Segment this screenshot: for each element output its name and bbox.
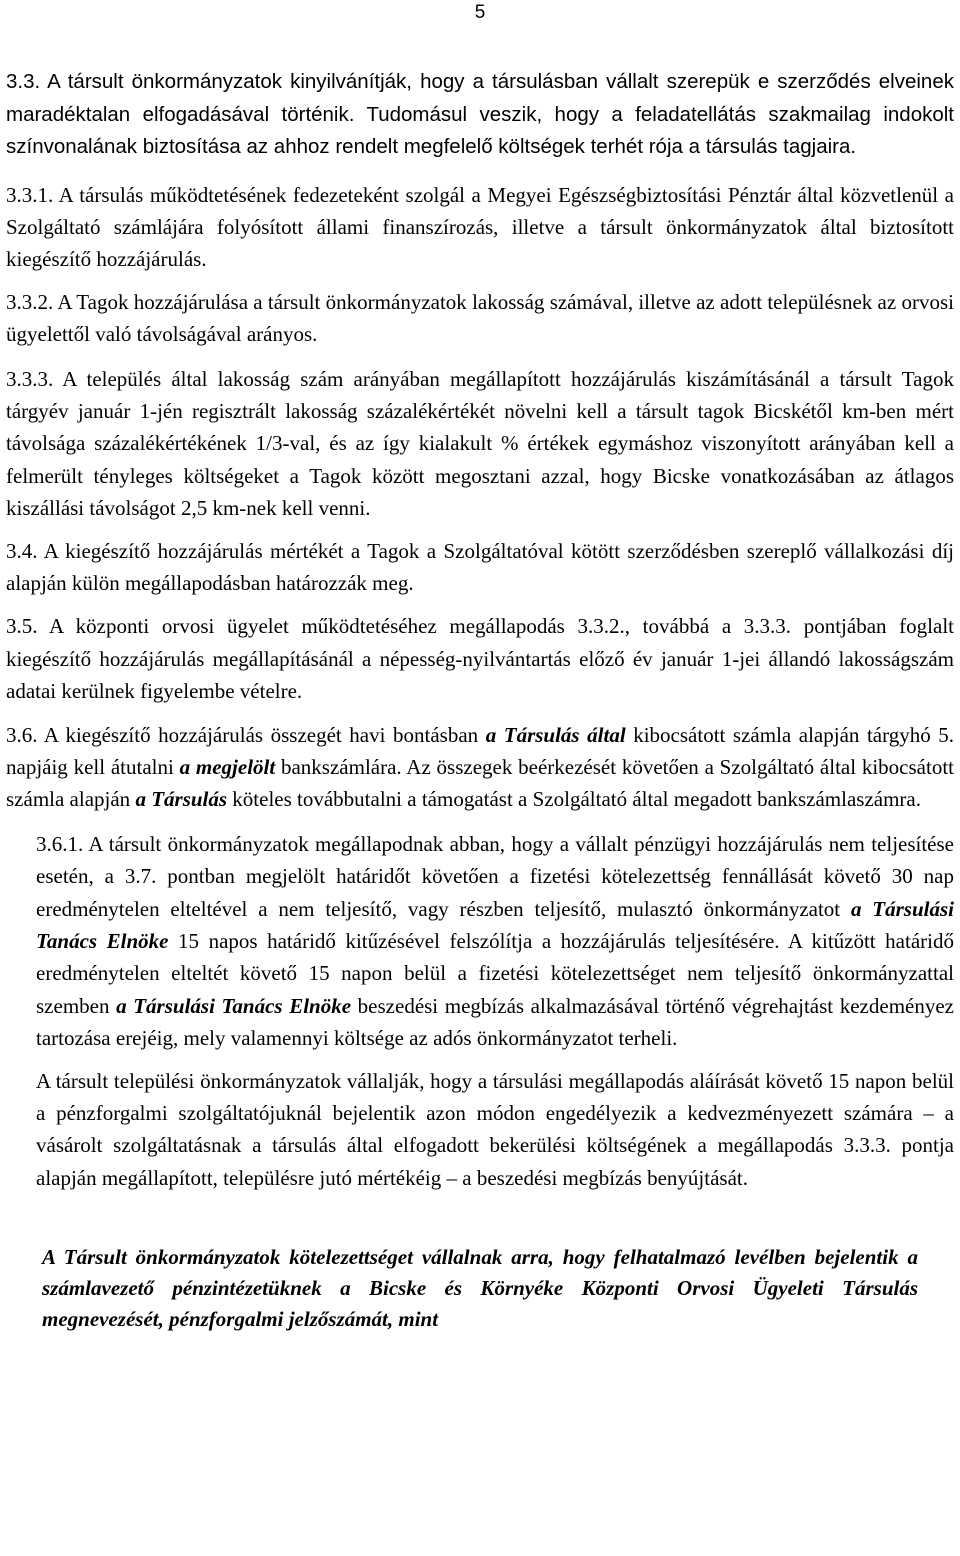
paragraph-3-6-1 bbox=[6, 828, 954, 1055]
text-run: 3.6.1. A társult önkormányzatok megállapodnak abban, hogy a vállalt pénzügyi hozzájárulás nem teljesítése esetén, a 3.7. pontban megjelölt határidőt követően a fizetési kötelezettség fennállását követő 30 nap eredménytelen elteltével a nem teljesítő, vagy részben teljesítő, mulasztó önkormányzatot bbox=[36, 831, 954, 921]
document-body bbox=[6, 66, 954, 1335]
paragraph-3-3-2: 3.3.2. A Tagok hozzájárulása a társult önkormányzatok lakosság számával, illetve az adott településnek az orvosi ügyelettől való távolságával arányos. bbox=[6, 289, 954, 347]
paragraph-3-3-1: 3.3.1. A társulás működtetésének fedezeteként szolgál a Megyei Egészségbiztosítási Pénztár által közvetlenül a Szolgáltató számlájára folyósított állami finanszírozás, illetve a társult önkormányzatok által biztosított kiegészítő hozzájárulás. bbox=[6, 182, 954, 272]
emphasis-run: a megjelölt bbox=[179, 755, 276, 779]
closing-paragraph: A Társult önkormányzatok kötelezettséget vállalnak arra, hogy felhatalmazó levélben bejelentik a számlavezető pénzintézetüknek a Bicske és Környéke Központi Orvosi Ügyeleti Társulás megnevezését, pénzforgalmi jelzőszámát, mint bbox=[42, 1245, 918, 1332]
text-run: beszedési megbízás alkalmazásával történő végrehajtást kezdeményez tartozása erejéig, mely valamennyi költsége az adós önkormányzatot terheli. bbox=[36, 993, 954, 1051]
paragraph-3-6 bbox=[6, 719, 954, 816]
text-run: kibocsátott számla alapján tárgyhó 5. napjáig kell átutalni bbox=[6, 722, 955, 779]
emphasis-run: a Társulási Tanács Elnöke bbox=[36, 896, 954, 954]
emphasis-run: a Társulás bbox=[135, 787, 228, 812]
page-number: 5 bbox=[474, 2, 486, 23]
paragraph-3-4: 3.4. A kiegészítő hozzájárulás mértékét a Tagok a Szolgáltatóval kötött szerződésben szereplő vállalkozási díj alapján külön megállapodásban határozzák meg. bbox=[6, 538, 954, 595]
paragraph-3-3-3: 3.3.3. A település által lakosság szám arányában megállapított hozzájárulás kiszámításánál a társult Tagok tárgyév január 1-jén regisztrált lakosság százalékértékét növelni kell a társult tagok Bicskétől km-ben mért távolsága százalékértékének 1/3-val, és az így kialakult % értékek egymáshoz viszonyított arányában kell a felmerült tényleges költségeket a Tagok között megosztani azzal, hogy Bicske vonatkozásában az átlagos kiszállási távolságot 2,5 km-nek kell venni. bbox=[6, 366, 954, 521]
paragraph-authorization: A társult települési önkormányzatok vállalják, hogy a társulási megállapodás aláírását követő 15 napon belül a pénzforgalmi szolgáltatójuknál bejelentik azon módon engedélyezik a kedvezményezett számára – a vásárolt szolgáltatásnak a társulás által elfogadott bekerülési költségének a megállapodás 3.3.3. pontja alapján megállapított, településre jutó mértékéig – a beszedési megbízás benyújtását. bbox=[36, 1068, 954, 1190]
emphasis-run: a Társulási Tanács Elnöke bbox=[116, 993, 352, 1018]
text-run: 3.6. A kiegészítő hozzájárulás összegét havi bontásban bbox=[6, 722, 486, 747]
text-run: bankszámlára. Az összegek beérkezését követően a Szolgáltató által kibocsátott számla alapján bbox=[6, 755, 954, 812]
emphasis-run: a Társulás által bbox=[485, 722, 626, 747]
paragraph-3-5: 3.5. A központi orvosi ügyelet működtetéséhez megállapodás 3.3.2., továbbá a 3.3.3. pontjában foglalt kiegészítő hozzájárulás megállapításánál a népesség-nyilvántartás előző év január 1-jei állandó lakosságszám adatai kerülnek figyelembe vételre. bbox=[6, 614, 954, 704]
text-run: köteles továbbutalni a támogatást a Szolgáltató által megadott bankszámlaszámra. bbox=[227, 787, 921, 812]
paragraph-3-3: 3.3. A társult önkormányzatok kinyilvánítják, hogy a társulásban vállalt szerepük e szerződés elveinek maradéktalan elfogadásával történik. Tudomásul veszik, hogy a feladatellátás szakmailag indokolt színvonalának biztosítása az ahhoz rendelt megfelelő költségek terhét rója a társulás tagjaira. bbox=[6, 70, 954, 158]
text-run: 15 napos határidő kitűzésével felszólítja a hozzájárulás teljesítésére. A kitűzött határidő eredménytelen elteltét követő 15 napon belül a fizetési kötelezettséget nem teljesítő önkormányzattal szemben bbox=[36, 929, 954, 1018]
